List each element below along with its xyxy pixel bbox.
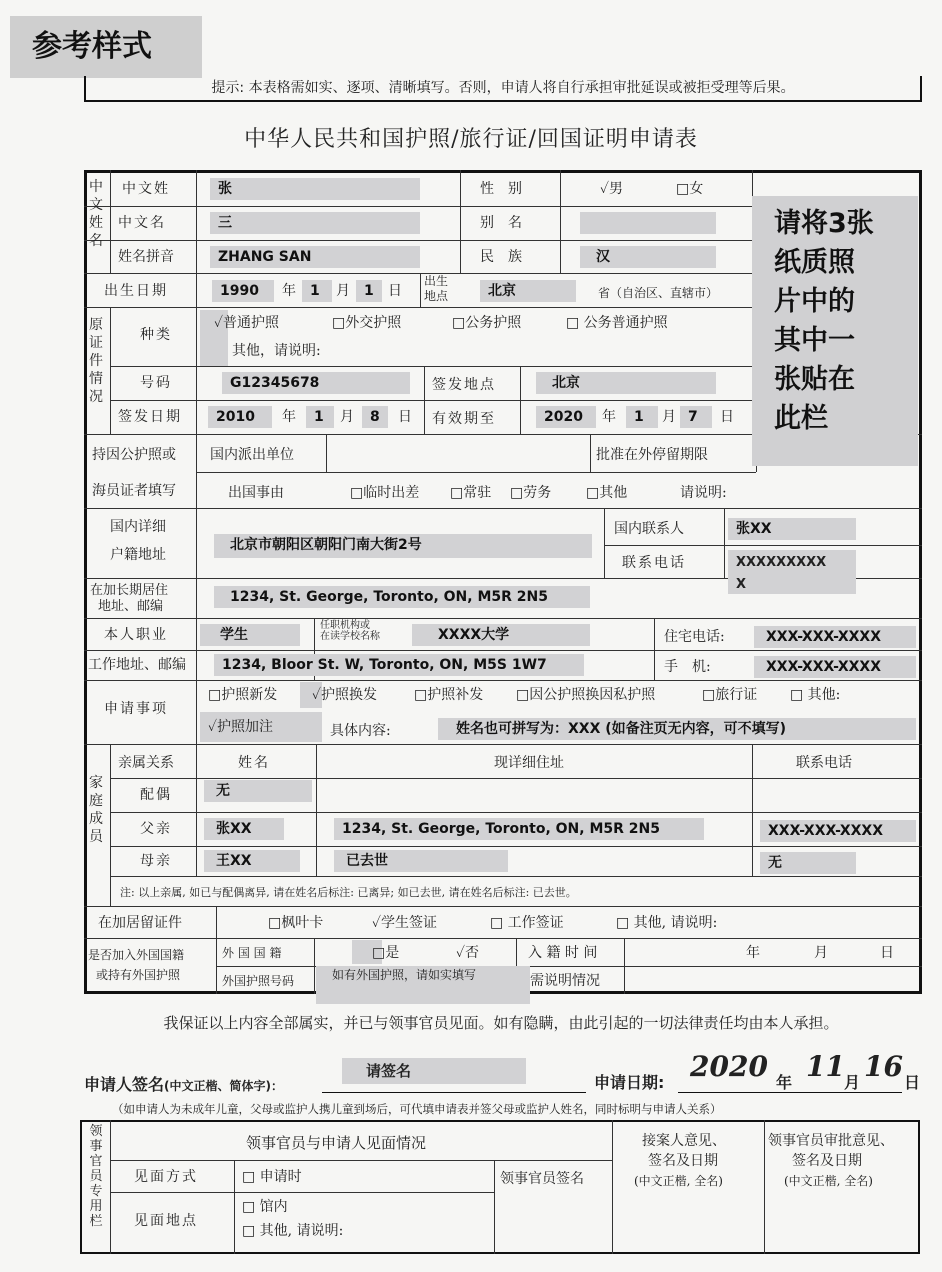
family-name-field[interactable]: 张XX [204,818,284,840]
meeting-method-label: 见面方式 [134,1169,198,1185]
photo-placeholder [752,196,918,466]
rule [624,938,625,994]
application-items-label: 申请事项 [104,701,168,717]
rule [590,434,591,472]
valid-month-field[interactable]: 1 [626,406,658,428]
photo-line: 纸质照 [774,247,855,278]
foreign-passport-label: 外国护照号码 [222,974,295,988]
apply-endorsement-checkbox[interactable]: ✓护照加注 [208,719,274,735]
day-unit: 日 [388,283,402,299]
apply-renew-checkbox[interactable]: ✓护照换发 [312,687,378,703]
photo-line: 张贴在 [774,364,855,395]
month-unit: 月 [662,409,676,425]
alias-label: 别 名 [480,215,522,231]
home-phone-label: 住宅电话: [664,629,725,645]
receiver-opinion-line1: 接案人意见、 [642,1133,726,1149]
reason-resident-checkbox[interactable]: □常驻 [450,485,492,501]
status-study-permit-checkbox[interactable]: ✓学生签证 [372,915,438,931]
family-address-field[interactable]: 已去世 [334,850,508,872]
status-work-permit-checkbox[interactable]: □ 工作签证 [490,915,564,931]
family-relation: 父亲 [140,821,172,837]
rule [84,273,752,274]
photo-line: 其中一 [774,325,855,356]
receiver-opinion-line3: (中文正楷, 全名) [634,1174,723,1188]
domestic-phone-line1: XXXXXXXXX [736,555,827,570]
birth-year-field[interactable]: 1990 [212,280,274,302]
canada-address-field[interactable]: 1234, St. George, Toronto, ON, M5R 2N5 [214,586,590,608]
rule [110,307,111,434]
rule [110,1192,494,1193]
apply-travel-doc-checkbox[interactable]: □旅行证 [702,687,758,703]
rule [84,938,922,939]
month-unit: 月 [336,283,350,299]
issue-place-label: 签发地点 [432,377,496,393]
occupation-label: 本人职业 [104,627,168,643]
gender-male-checkbox[interactable]: ✓男 [600,181,624,197]
rule [460,170,461,273]
home-phone-field[interactable]: XXX-XXX-XXXX [754,626,916,648]
rule [84,206,752,207]
day-unit: 日 [720,409,734,425]
sample-badge: 参考样式 [10,16,202,78]
residence-status-label: 在加居留证件 [98,915,182,931]
apply-month-handwritten[interactable]: 11 [806,1050,845,1083]
rule [84,906,922,907]
reason-other-checkbox[interactable]: □其他 [586,485,628,501]
stay-period-label: 批准在外停留期限 [596,447,708,463]
year-unit: 年 [282,409,296,425]
domestic-address-label-2: 户籍地址 [110,547,166,563]
family-header-name: 姓名 [238,755,270,771]
mobile-field[interactable]: XXX-XXX-XXXX [754,656,916,678]
rule [110,812,922,813]
rule [424,366,425,434]
family-relation: 配偶 [140,787,172,803]
employer-label-2: 在读学校名称 [320,631,380,642]
rule [110,744,111,906]
rule [110,366,752,367]
rule [752,744,753,876]
employer-label-1: 任职机构或 [320,620,370,631]
rule [520,366,521,434]
birth-place-field[interactable]: 北京 [480,280,576,302]
issue-year-field[interactable]: 2010 [208,406,272,428]
date-line [678,1092,902,1093]
service-passport-checkbox[interactable]: □公务护照 [452,315,522,331]
rule [234,1160,235,1254]
valid-year-field[interactable]: 2020 [536,406,596,428]
family-address-field[interactable]: 1234, St. George, Toronto, ON, M5R 2N5 [334,818,704,840]
gender-female-checkbox[interactable]: □女 [676,181,704,197]
apply-new-checkbox[interactable]: □护照新发 [208,687,278,703]
rule [196,170,197,434]
issue-day-field[interactable]: 8 [362,406,388,428]
reason-labor-checkbox[interactable]: □劳务 [510,485,552,501]
gender-label: 性 别 [480,181,522,197]
receiver-opinion-line2: 签名及日期 [648,1153,718,1169]
rule [196,434,197,618]
domestic-address-field[interactable]: 北京市朝阳区朝阳门南大街2号 [214,534,592,558]
rule [84,650,922,651]
consular-group-label: 领事官员专用栏 [89,1124,103,1229]
rule [110,876,922,877]
rule [84,744,922,745]
rule [494,1160,495,1254]
issue-date-label: 签发日期 [118,409,182,425]
day-unit: 日 [904,1073,921,1092]
family-group-label: 家庭成员 [89,775,103,845]
signature-placeholder: 请签名 [366,1062,412,1080]
ethnic-field[interactable]: 汉 [580,246,716,268]
pinyin-label: 姓名拼音 [118,249,174,265]
month-unit: 月 [340,409,354,425]
ordinary-passport-checkbox[interactable]: ✓普通护照 [214,315,280,331]
domestic-address-label-1: 国内详细 [110,519,166,535]
valid-day-field[interactable]: 7 [680,406,712,428]
minor-note: （如申请人为未成年儿童，父母或监护人携儿童到场后，可代填申请表并签父母或监护人姓名，同时标明与申请人关系） [112,1102,722,1116]
approver-opinion-line3: (中文正楷, 全名) [784,1174,873,1188]
family-name-field[interactable]: 王XX [204,850,300,872]
foreign-label-1: 是否加入外国国籍 [88,948,185,962]
rule [84,680,922,681]
occupation-field[interactable]: 学生 [200,624,300,646]
rule [110,846,922,847]
rule [196,744,197,876]
family-name-field[interactable]: 无 [204,780,312,802]
given-name-label: 中文名 [118,215,166,231]
form-title: 中华人民共和国护照/旅行证/回国证明申请表 [244,127,698,152]
other-type-label: 其他，请说明: [232,343,321,359]
family-note: 注: 以上亲属, 如已与配偶离异, 请在姓名后标注: 已离异; 如已去世, 请在姓名后标注: 已去世。 [120,886,577,899]
official-label-line1: 持因公护照或 [92,447,176,463]
photo-line: 此栏 [774,403,828,434]
passport-number-field[interactable]: G12345678 [222,372,410,394]
rule [724,508,725,578]
issue-month-field[interactable]: 1 [306,406,334,428]
apply-year-handwritten[interactable]: 2020 [690,1050,768,1083]
canada-address-label-1: 在加长期居住 [90,583,169,598]
signature-label-small: (中文正楷、简体字)： [164,1079,283,1093]
month-unit: 月 [814,945,828,961]
birth-date-label: 出生日期 [104,283,168,299]
apply-convert-checkbox[interactable]: □因公护照换因私护照 [516,687,656,703]
family-header-address: 现详细住址 [494,755,564,771]
surname-label: 中文姓 [122,181,170,197]
rule [654,618,655,680]
family-header-phone: 联系电话 [796,755,852,771]
dispatch-unit-label: 国内派出单位 [210,447,294,463]
province-note: 省（自治区、直辖市） [598,286,719,300]
chinese-name-group-label: 中文姓名 [89,179,103,249]
approver-opinion-line1: 领事官员审批意见、 [768,1133,894,1149]
rule [84,618,922,619]
officer-signature-label: 领事官员签名 [500,1171,584,1187]
given-name-field[interactable]: 三 [210,212,420,234]
rule [316,744,317,876]
rule [560,170,561,273]
original-document-group-label: 原证件情况 [89,317,103,405]
work-address-label: 工作地址、邮编 [88,657,186,673]
rule [764,1120,765,1254]
foreign-passport-note: 如有外国护照，请如实填写 [332,968,477,982]
rule [110,1160,612,1161]
rule [84,240,752,241]
official-label-line2: 海员证者填写 [92,483,176,499]
year-unit: 年 [776,1073,793,1092]
year-unit: 年 [602,409,616,425]
signature-label: 申请人签名 [84,1075,165,1094]
family-phone-field[interactable]: 无 [760,852,856,874]
reason-explain-label: 请说明: [680,485,727,501]
birth-day-field[interactable]: 1 [356,280,382,302]
signature-line [322,1092,586,1093]
month-unit: 月 [844,1073,861,1092]
birth-month-field[interactable]: 1 [302,280,332,302]
meeting-place-in-mission-checkbox[interactable]: □ 馆内 [242,1199,288,1215]
rule [326,434,327,472]
rule [196,472,756,473]
birth-place-label: 出生地点 [424,274,449,303]
pinyin-field[interactable]: ZHANG SAN [210,246,420,268]
rule [196,618,197,680]
foreign-no-checkbox[interactable]: ✓否 [456,945,480,961]
valid-until-label: 有效期至 [432,411,496,427]
status-other-checkbox[interactable]: □ 其他, 请说明: [616,915,718,931]
day-unit: 日 [880,945,894,961]
ethnic-label: 民 族 [480,249,522,265]
meeting-method-checkbox[interactable]: □ 申请时 [242,1169,302,1185]
reason-label: 出国事由 [228,485,284,501]
type-label: 种类 [140,327,172,343]
rule [604,508,605,578]
rule [314,938,315,994]
domestic-phone-line2: X [736,577,747,592]
diplomatic-passport-checkbox[interactable]: □外交护照 [332,315,402,331]
family-header-relation: 亲属关系 [118,755,174,771]
apply-reissue-checkbox[interactable]: □护照补发 [414,687,484,703]
explain-label: 需说明情况 [530,973,600,989]
issue-place-field[interactable]: 北京 [536,372,716,394]
family-phone-field[interactable]: XXX-XXX-XXXX [760,820,916,842]
public-ordinary-passport-checkbox[interactable]: □ 公务普通护照 [566,315,668,331]
rule [604,545,922,546]
day-unit: 日 [398,409,412,425]
domestic-contact-field[interactable]: 张XX [728,518,856,540]
foreign-label-2: 或持有外国护照 [96,968,181,982]
meeting-title: 领事官员与申请人见面情况 [246,1134,427,1152]
year-unit: 年 [282,283,296,299]
rule [216,906,217,994]
endorsement-detail-field[interactable]: 姓名也可拼写为：XXX (如备注页无内容，可不填写) [438,718,916,740]
hint-bar: 提示: 本表格需如实、逐项、清晰填写。否则，申请人将自行承担审批延误或被拒受理等后果。 [84,76,922,102]
meeting-place-label: 见面地点 [134,1213,198,1229]
employer-field[interactable]: XXXX大学 [412,624,590,646]
canada-address-label-2: 地址、邮编 [98,599,164,614]
apply-other-checkbox[interactable]: □ 其他: [790,687,841,703]
detail-label: 具体内容: [330,723,391,739]
approver-opinion-line2: 签名及日期 [792,1153,862,1169]
apply-day-handwritten[interactable]: 16 [864,1050,903,1083]
work-address-field[interactable]: 1234, Bloor St. W, Toronto, ON, M5S 1W7 [214,654,584,676]
reason-temp-checkbox[interactable]: □临时出差 [350,485,420,501]
domestic-contact-label: 国内联系人 [614,521,684,537]
domestic-phone-label: 联系电话 [622,555,686,571]
rule [110,170,111,273]
photo-line: 片中的 [774,286,855,317]
mobile-label: 手 机: [664,659,711,675]
year-unit: 年 [746,945,760,961]
photo-line: 请将3张 [774,208,874,239]
naturalization-date-label: 入 籍 时 间 [528,945,598,961]
rule [110,400,752,401]
family-relation: 母亲 [140,853,172,869]
signature-label-group [84,1072,283,1095]
alias-field[interactable] [580,212,716,234]
pledge-statement: 我保证以上内容全部属实，并已与领事官员见面。如有隐瞒，由此引起的一切法律责任均由本人承担。 [163,1014,839,1032]
apply-date-label: 申请日期: [594,1073,665,1092]
rule [612,1120,613,1254]
rule [84,508,922,509]
rule [110,778,922,779]
foreign-country-label: 外 国 国 籍 [222,946,282,960]
status-maple-card-checkbox[interactable]: □枫叶卡 [268,915,324,931]
rule [420,273,421,307]
number-label: 号码 [140,375,172,391]
meeting-place-other-checkbox[interactable]: □ 其他, 请说明: [242,1223,344,1239]
rule [196,680,197,744]
foreign-yes-checkbox[interactable]: □是 [372,945,400,961]
rule [110,1120,111,1254]
rule [84,307,752,308]
surname-field[interactable]: 张 [210,178,420,200]
